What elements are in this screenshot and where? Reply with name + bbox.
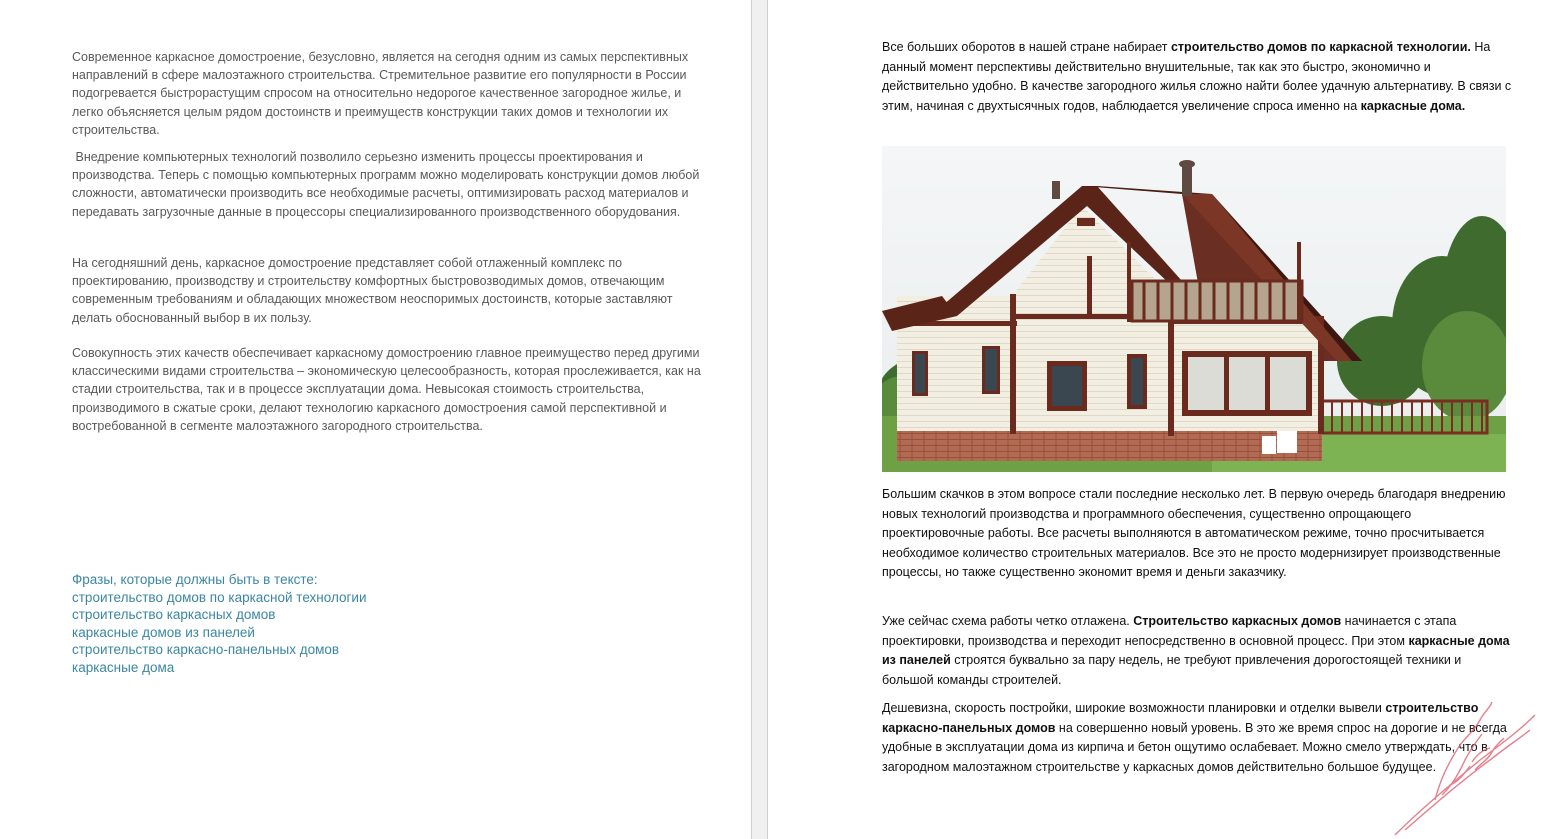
signature-stamp bbox=[1380, 690, 1540, 839]
keyword-bold: строительство домов по каркасной технологии. bbox=[1170, 40, 1471, 54]
right-paragraph-4: Дешевизна, скорость постройки, широкие возможности планировки и отделки вывели строительство каркасно-панельных домов на совершенно новый уровень. В это же время спрос на дорогие и не всегда удобные в эксплуатации дома из кирпича и бетон ощутимо ослабевает. Можно смело утверждать, что в загородном малоэтажном строительстве у каркасных домов действительно большое будущее. bbox=[882, 701, 1507, 774]
phrase-item: строительство каркасных домов bbox=[72, 607, 276, 622]
left-paragraph-2: Внедрение компьютерных технологий позволило серьезно изменить процессы проектирования и производства. Теперь с помощью компьютерных программ можно моделировать конструкции домов любой сложности, автоматически производить все необходимые расчеты, оптимизировать расход материалов и передавать загрузочные данные в процессоры специализированного производственного оборудования. bbox=[72, 150, 703, 219]
left-paragraph-4: Совокупность этих качеств обеспечивает каркасному домостроению главное преимущество перед другими классическими видами строительства – экономическую целесообразность, которая прослеживается, как на стадии строительства, так и в процессе эксплуатации дома. Невысокая стоимость строительства, производимого в сжатые сроки, делают технологию каркасного домостроения самой перспективной и востребованной в сегменте малоэтажного загородного строительства. bbox=[72, 346, 705, 433]
keyword-bold: каркасные дома из панелей bbox=[882, 633, 1510, 667]
keyword-bold: каркасные дома. bbox=[1360, 98, 1466, 113]
right-paragraph-1: Все больших оборотов в нашей стране набирает строительство домов по каркасной технологии. На данный момент перспективы действительно внушительные, так как это быстро, экономично и действительно удобно. В качестве загородного жилья сложно найти более удачную альтернативу. В связи с этим, начиная с двухтысячных годов, наблюдается увеличение спроса именно на каркасные дома. bbox=[882, 40, 1512, 113]
house-photo bbox=[882, 146, 1506, 472]
phrase-item: строительство домов по каркасной технологии bbox=[72, 589, 367, 605]
left-paragraph-1: Современное каркасное домостроение, безусловно, является на сегодня одним из самых перспективных направлений в сфере малоэтажного строительства. Стремительное развитие его популярности в России подогревается быстрорастущим спросом на относительно недорогое качественное загородное жилье, и легко объясняется целым рядом достоинств и преимуществ конструкции таких домов и технологии их строительства. bbox=[72, 50, 692, 137]
keyword-bold: Строительство каркасных домов bbox=[1133, 614, 1342, 628]
right-paragraph-2: Большим скачков в этом вопросе стали последние несколько лет. В первую очередь благодаря внедрению новых технологий производства и программного обеспечения, существенно опрощающего проектировочные работы. Все расчеты выполняются в автоматическом режиме, точно просчитывается необходимое количество строительных материалов. Все это не просто модернизирует производственные процессы, но также существенно экономит время и деньги заказчику. bbox=[882, 487, 1506, 579]
phrase-item: каркасные домов из панелей bbox=[72, 624, 255, 640]
phrase-item: строительство каркасно-панельных домов bbox=[72, 642, 340, 657]
phrases-heading: Фразы, которые должны быть в тексте: bbox=[72, 572, 318, 587]
keyword-bold: строительство каркасно-панельных домов bbox=[882, 701, 1479, 735]
page-gutter bbox=[751, 0, 768, 839]
phrase-item: каркасные дома bbox=[72, 659, 175, 675]
required-phrases-list bbox=[72, 571, 367, 676]
left-paragraph-3: На сегодняшний день, каркасное домостроение представляет собой отлаженный комплекс по проектированию, производству и строительству комфортных быстровозводимых домов, отвечающим современным требованиям и обладающих множеством неоспоримых достоинств, которые заставляют делать обоснованный выбор в их пользу. bbox=[72, 256, 676, 325]
right-paragraph-3: Уже сейчас схема работы четко отлажена. Строительство каркасных домов начинается с этапа проектировки, производства и переходит непосредственно в основной процесс. При этом каркасные дома из панелей строятся буквально за пару недель, не требуют привлечения дорогостоящей техники и большой команды строителей. bbox=[882, 614, 1510, 687]
left-page bbox=[0, 0, 751, 839]
